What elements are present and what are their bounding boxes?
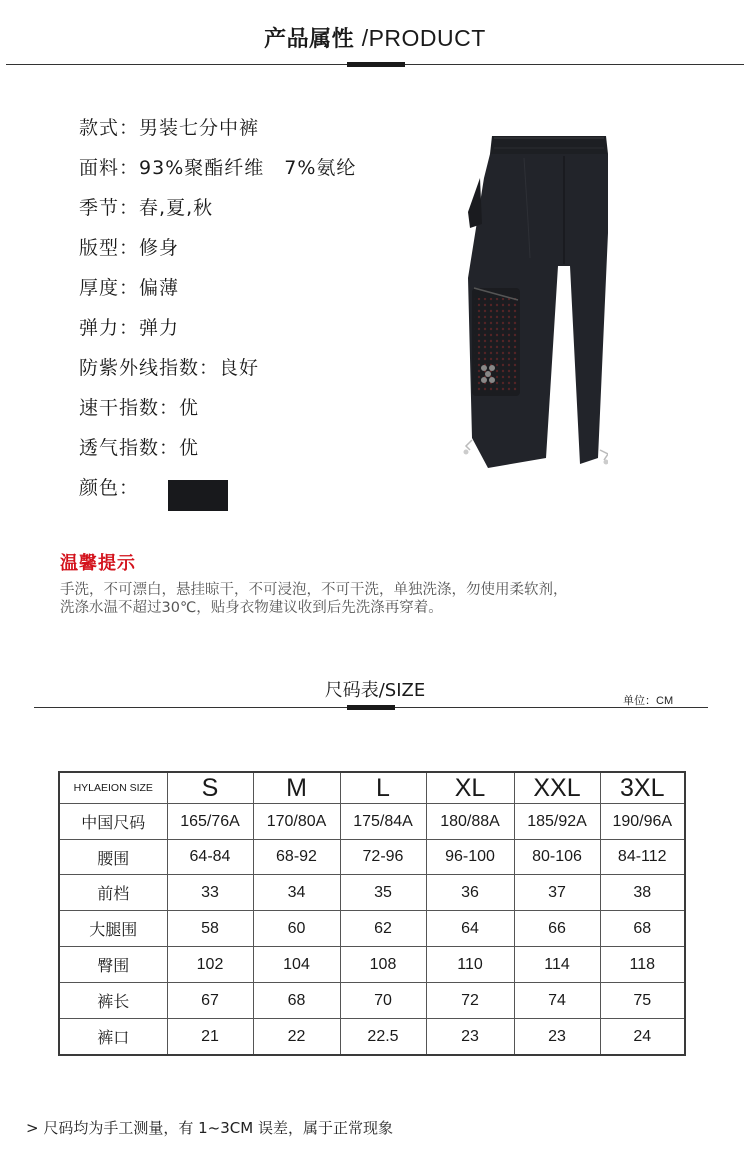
table-cell: 36: [426, 875, 514, 911]
table-row: [59, 947, 685, 983]
attribute-value: 优: [179, 397, 200, 419]
row-label: 裤长: [59, 983, 167, 1019]
table-cell: 37: [514, 875, 600, 911]
attribute-row: [79, 193, 213, 220]
attribute-value: 93%聚酯纤维 7%氨纶: [139, 157, 357, 179]
attribute-label: 款式: [79, 117, 120, 139]
row-label: 中国尺码: [59, 804, 167, 840]
table-cell: 23: [426, 1019, 514, 1056]
size-column-header: S: [167, 772, 253, 804]
product-section-title: [0, 22, 750, 53]
table-cell: 34: [253, 875, 340, 911]
attribute-separator: ：: [119, 477, 140, 499]
table-cell: 62: [340, 911, 426, 947]
size-header-row: [59, 772, 685, 804]
table-cell: 35: [340, 875, 426, 911]
table-cell: 68-92: [253, 840, 340, 875]
header-accent-bar: [347, 62, 405, 67]
attribute-separator: ：: [119, 317, 140, 339]
table-row: [59, 840, 685, 875]
attribute-label: 弹力: [79, 317, 120, 339]
attribute-value: 春,夏,秋: [139, 197, 214, 219]
row-label: 裤口: [59, 1019, 167, 1056]
black-capri-pants-icon: [458, 128, 608, 478]
table-cell: 67: [167, 983, 253, 1019]
table-cell: 84-112: [600, 840, 685, 875]
table-cell: 64: [426, 911, 514, 947]
product-title-cn: 产品属性: [264, 27, 355, 52]
table-cell: 70: [340, 983, 426, 1019]
table-cell: 104: [253, 947, 340, 983]
care-notice-line: 洗涤水温不超过30℃，贴身衣物建议收到后先洗涤再穿着。: [60, 600, 443, 616]
table-cell: 110: [426, 947, 514, 983]
table-cell: 38: [600, 875, 685, 911]
attribute-value: 良好: [219, 357, 260, 379]
size-column-header: XXL: [514, 772, 600, 804]
table-row: [59, 875, 685, 911]
size-column-header: XL: [426, 772, 514, 804]
color-swatch: [168, 480, 228, 511]
table-row: [59, 983, 685, 1019]
row-label: 腰围: [59, 840, 167, 875]
table-cell: 22: [253, 1019, 340, 1056]
table-cell: 118: [600, 947, 685, 983]
attribute-label: 厚度: [79, 277, 120, 299]
attribute-value: 修身: [139, 237, 180, 259]
size-column-header: M: [253, 772, 340, 804]
attribute-row: [79, 153, 356, 180]
attribute-row: [79, 353, 259, 380]
table-cell: 102: [167, 947, 253, 983]
attribute-label: 颜色: [79, 477, 120, 499]
table-cell: 96-100: [426, 840, 514, 875]
row-label: 前档: [59, 875, 167, 911]
attribute-separator: ：: [119, 157, 140, 179]
size-column-header: L: [340, 772, 426, 804]
table-cell: 114: [514, 947, 600, 983]
table-cell: 170/80A: [253, 804, 340, 840]
attribute-value: 优: [179, 437, 200, 459]
table-cell: 66: [514, 911, 600, 947]
attribute-label: 速干指数: [79, 397, 160, 419]
attribute-label: 版型: [79, 237, 120, 259]
table-cell: 175/84A: [340, 804, 426, 840]
table-cell: 108: [340, 947, 426, 983]
size-column-header: 3XL: [600, 772, 685, 804]
table-cell: 75: [600, 983, 685, 1019]
attribute-value: 弹力: [139, 317, 180, 339]
attribute-row: [79, 433, 199, 460]
row-label: 大腿围: [59, 911, 167, 947]
table-row: [59, 804, 685, 840]
attribute-separator: ：: [119, 117, 140, 139]
table-cell: 68: [600, 911, 685, 947]
attribute-row: [79, 233, 179, 260]
attribute-label: 面料: [79, 157, 120, 179]
table-cell: 60: [253, 911, 340, 947]
care-notice-title: 温馨提示: [60, 553, 136, 574]
attribute-separator: ：: [119, 197, 140, 219]
attribute-label: 防紫外线指数: [79, 357, 200, 379]
row-label: 臀围: [59, 947, 167, 983]
attribute-row: [79, 113, 259, 140]
table-cell: 74: [514, 983, 600, 1019]
table-cell: 23: [514, 1019, 600, 1056]
size-table: [58, 771, 686, 1056]
size-table-body: [59, 804, 685, 1056]
table-cell: 80-106: [514, 840, 600, 875]
attribute-row: [79, 473, 139, 500]
attribute-label: 透气指数: [79, 437, 160, 459]
care-notice-line: 手洗，不可漂白，悬挂晾干，不可浸泡，不可干洗，单独洗涤，勿使用柔软剂，: [60, 582, 568, 598]
attribute-separator: ：: [119, 237, 140, 259]
attribute-separator: ：: [159, 397, 180, 419]
table-cell: 58: [167, 911, 253, 947]
table-row: [59, 1019, 685, 1056]
measurement-footnote: > 尺码均为手工测量，有 1~3CM 误差，属于正常现象: [26, 1119, 393, 1137]
attribute-label: 季节: [79, 197, 120, 219]
brand-size-label: HYLAEION SIZE: [59, 772, 167, 804]
table-cell: 64-84: [167, 840, 253, 875]
attribute-separator: ：: [119, 277, 140, 299]
table-cell: 185/92A: [514, 804, 600, 840]
table-cell: 21: [167, 1019, 253, 1056]
unit-label: 单位：CM: [623, 695, 674, 707]
attribute-row: [79, 313, 179, 340]
table-cell: 68: [253, 983, 340, 1019]
table-cell: 33: [167, 875, 253, 911]
table-row: [59, 911, 685, 947]
attribute-value: 男装七分中裤: [139, 117, 260, 139]
table-cell: 22.5: [340, 1019, 426, 1056]
size-accent-bar: [347, 705, 395, 710]
attribute-separator: ：: [159, 437, 180, 459]
table-cell: 72: [426, 983, 514, 1019]
product-title-en: /PRODUCT: [361, 25, 486, 51]
attribute-row: [79, 273, 179, 300]
size-chart-title: 尺码表/SIZE: [324, 680, 426, 701]
attribute-separator: ：: [199, 357, 220, 379]
table-cell: 165/76A: [167, 804, 253, 840]
table-cell: 24: [600, 1019, 685, 1056]
attribute-row: [79, 393, 199, 420]
table-cell: 180/88A: [426, 804, 514, 840]
table-cell: 190/96A: [600, 804, 685, 840]
table-cell: 72-96: [340, 840, 426, 875]
attribute-value: 偏薄: [139, 277, 180, 299]
